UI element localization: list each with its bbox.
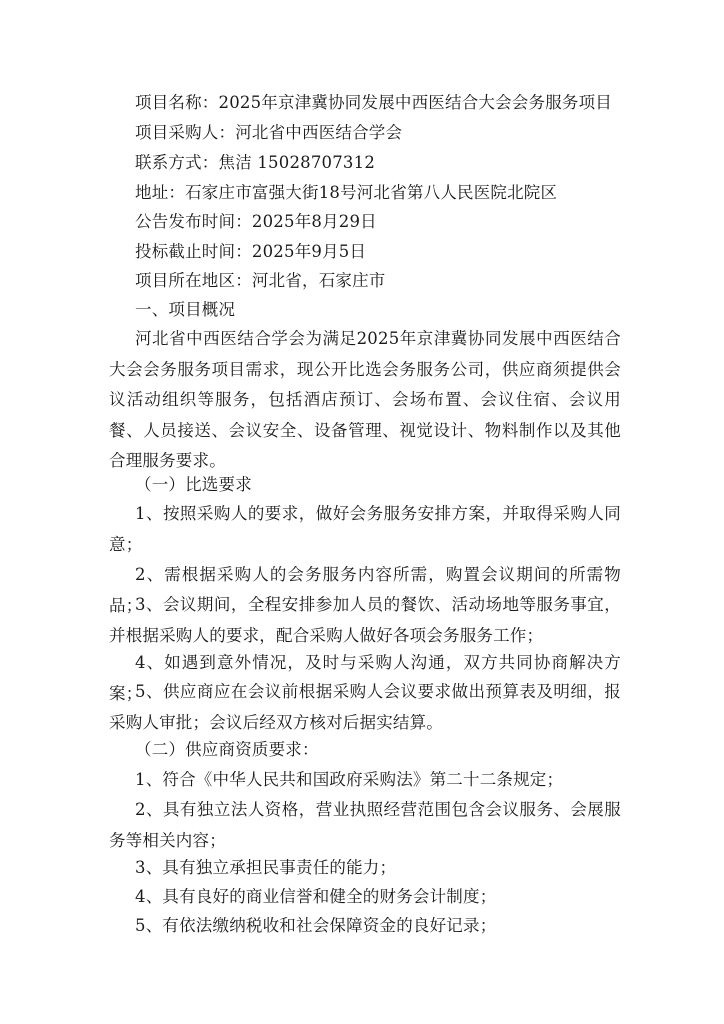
contact-info: 联系方式：焦洁 15028707312 (135, 153, 376, 172)
qualification-item: 3、具有独立承担民事责任的能力； (135, 858, 397, 877)
selection-item: 2、需根据采购人的会务服务内容所需，购置会议期间的所需物品； (109, 565, 621, 615)
qualification-item: 1、符合《中华人民共和国政府采购法》第二十二条规定； (135, 770, 564, 789)
selection-item: 1、按照采购人的要求，做好会务服务安排方案，并取得采购人同意； (109, 504, 621, 554)
project-name: 项目名称：2025年京津冀协同发展中西医结合大会会务服务项目 (135, 93, 612, 112)
selection-heading: （一）比选要求 (135, 475, 252, 494)
address: 地址：石家庄市富强大街18号河北省第八人民医院北院区 (135, 183, 558, 202)
project-location: 项目所在地区：河北省，石家庄市 (135, 271, 386, 290)
qualification-item: 4、具有良好的商业信誉和健全的财务会计制度； (135, 887, 497, 906)
selection-item: 3、会议期间，全程安排参加人员的餐饮、活动场地等服务事宜，并根据采购人的要求，配合采购人做好各项会务服务工作； (109, 595, 621, 645)
qualification-item: 2、具有独立法人资格，营业执照经营范围包含会议服务、会展服务等相关内容； (109, 800, 621, 850)
overview-paragraph: 河北省中西医结合学会为满足2025年京津冀协同发展中西医结合大会会务服务项目需求，现公开比选会务服务公司，供应商须提供会议活动组织等服务，包括酒店预订、会场布置、会议住宿、会议用餐、人员接送、会议安全、设备管理、视觉设计、物料制作以及其他合理服务要求。 (109, 329, 621, 470)
bid-deadline: 投标截止时间：2025年9月5日 (135, 242, 367, 261)
publish-time: 公告发布时间：2025年8月29日 (135, 212, 377, 231)
qualification-item: 5、有依法缴纳税收和社会保障资金的良好记录； (135, 916, 497, 935)
qualification-heading: （二）供应商资质要求： (135, 740, 319, 759)
section-heading-overview: 一、项目概况 (135, 300, 236, 319)
selection-item: 4、如遇到意外情况，及时与采购人沟通，双方共同协商解决方案； (109, 653, 621, 703)
selection-item: 5、供应商应在会议前根据采购人会议要求做出预算表及明细，报采购人审批；会议后经双方核对后据实结算。 (109, 682, 621, 732)
project-purchaser: 项目采购人：河北省中西医结合学会 (135, 123, 403, 142)
